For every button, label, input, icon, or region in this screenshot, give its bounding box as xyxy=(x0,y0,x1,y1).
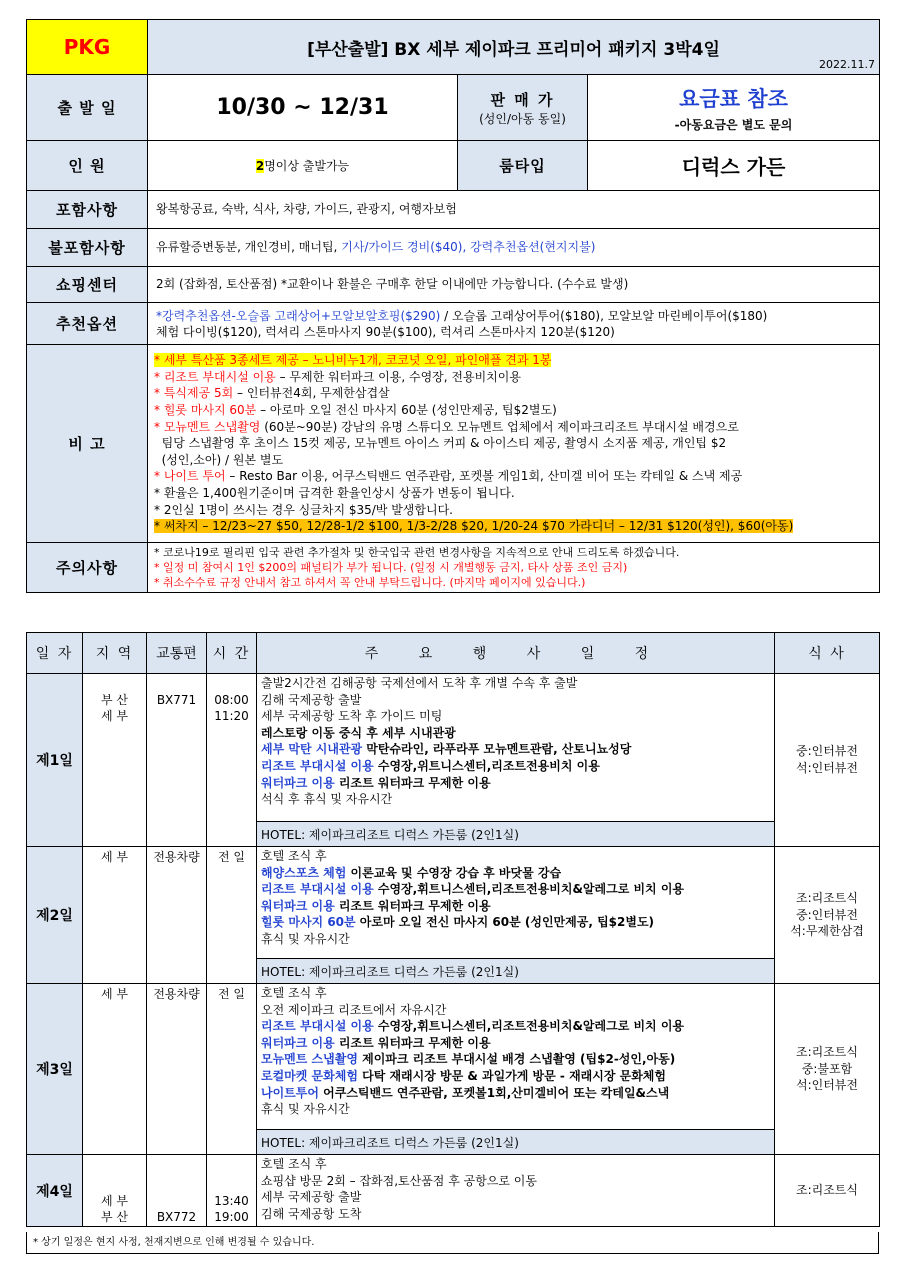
day4-region: 세 부 부 산 xyxy=(83,1155,147,1227)
exclude-highlight: 기사/가이드 경비($40), 강력추천옵션(현지지불) xyxy=(341,240,596,254)
day3-line: 리조트 워터파크 무제한 이용 xyxy=(334,1035,491,1050)
day1-region: 부 산 세 부 xyxy=(83,674,147,847)
remark-resort-title: * 리조트 부대시설 이용 xyxy=(154,369,276,384)
day2-meal: 조:리조트식 중:인터뷰전 석:무제한삼겹 xyxy=(775,847,880,984)
day3-line: 호텔 조식 후 xyxy=(261,986,327,1000)
remark-snap-2: 팀당 스냅촬영 후 초이스 15컷 제공, 모뉴멘트 아이스 커피 & 아이스티 제공, 촬영시 소지품 제공, 개인팁 $2 xyxy=(154,436,727,451)
remark-snap-3: (성인,소아) / 원본 별도 xyxy=(154,452,284,467)
price-note: -아동요금은 별도 문의 xyxy=(674,117,793,132)
price-sublabel: (성인/아동 동일) xyxy=(479,111,566,126)
day4-meal: 조:리조트식 xyxy=(775,1155,880,1227)
remark-night-title: * 나이트 투어 xyxy=(154,469,226,484)
shopping-label: 쇼핑센터 xyxy=(27,267,148,303)
day2-highlight: 해양스포츠 체험 xyxy=(261,865,347,880)
exclude-label: 불포함사항 xyxy=(27,229,148,267)
day2-label: 제2일 xyxy=(27,847,83,984)
remark-meal: – 인터뷰전4회, 무제한삼겹살 xyxy=(233,386,390,401)
remark-single: * 2인실 1명이 쓰시는 경우 싱글차지 $35/박 발생합니다. xyxy=(154,502,453,517)
day1-line: 출발2시간전 김해공항 국제선에서 도착 후 개별 수속 후 출발 xyxy=(261,676,578,690)
day1-highlight: 리조트 부대시설 이용 xyxy=(261,758,374,773)
caution-cancel: * 취소수수료 규정 안내서 참고 하셔서 꼭 안내 부탁드립니다. (마지막 페이지에 있습니다.) xyxy=(154,576,586,589)
package-title xyxy=(148,20,880,75)
room-label: 룸타입 xyxy=(458,141,588,191)
day4-transport: BX772 xyxy=(147,1155,207,1227)
price-value: 요금표 참조 xyxy=(679,86,788,111)
schedule-footnote: * 상기 일정은 현지 사정, 천재지변으로 인해 변경될 수 있습니다. xyxy=(26,1232,879,1254)
remark-massage: – 아로마 오일 전신 마사지 60분 (성인만제공, 팁$2별도) xyxy=(256,403,557,418)
include-value: 왕복항공료, 숙박, 식사, 차량, 가이드, 관광지, 여행자보험 xyxy=(148,191,880,229)
day1-line: 김해 국제공항 출발 xyxy=(261,692,362,707)
shopping-value: 2회 (잡화점, 토산품점) *교환이나 환불은 구매후 한달 이내에만 가능합니다. (수수료 발생) xyxy=(148,267,880,303)
room-value: 디럭스 가든 xyxy=(588,141,880,191)
day1-highlight: 세부 막탄 시내관광 xyxy=(261,742,363,757)
day3-hotel: HOTEL: 제이파크리조트 디럭스 가든룸 (2인1실) xyxy=(257,1130,775,1155)
day1-hotel: HOTEL: 제이파크리조트 디럭스 가든룸 (2인1실) xyxy=(257,822,775,847)
day3-line: 제이파크 리조트 부대시설 배경 스냅촬영 (팁$2-성인,아동) xyxy=(357,1052,676,1067)
remark-snap: (60분~90분) 강남의 유명 스튜디오 모뉴멘트 업체에서 제이파크리조트 부대시설 배경으로 xyxy=(260,419,739,434)
caution-covid: * 코로나19로 필리핀 입국 관련 추가절차 및 한국입국 관련 변경사항을 지속적으로 안내 드리도록 하겠습니다. xyxy=(154,546,680,559)
day3-meal: 조:리조트식 중:불포함 석:인터뷰전 xyxy=(775,984,880,1155)
day4-line: 호텔 조식 후 xyxy=(261,1157,327,1171)
option-list-1: / 오슬롭 고래상어투어($180), 모알보알 마린베이투어($180) xyxy=(440,308,768,323)
option-cell xyxy=(148,303,880,345)
caution-label: 주의사항 xyxy=(27,543,148,593)
remarks-label: 비 고 xyxy=(27,345,148,543)
price-label-cell xyxy=(458,75,588,141)
remark-meal-title: * 특식제공 5회 xyxy=(154,386,234,401)
day3-highlight: 워터파크 이용 xyxy=(261,1035,335,1050)
remarks-cell xyxy=(148,345,880,543)
col-header-transport: 교통편 xyxy=(147,633,207,674)
issue-date: 2022.11.7 xyxy=(819,58,876,71)
remark-surcharge: * 써차지 – 12/23~27 $50, 12/28-1/2 $100, 1/3-2/28 $20, 1/20-24 $70 가라디너 – 12/31 $120(성인), $60(아동) xyxy=(154,519,794,534)
people-min-count: 2 xyxy=(255,159,265,173)
exclude-cell xyxy=(148,229,880,267)
remark-exchange: * 환율은 1,400원기준이며 급격한 환율인상시 상품가 변동이 됩니다. xyxy=(154,485,515,500)
day3-label: 제3일 xyxy=(27,984,83,1155)
col-header-day: 일 자 xyxy=(27,633,83,674)
day2-line: 리조트 워터파크 무제한 이용 xyxy=(334,898,491,913)
people-value: 명이상 출발가능 xyxy=(264,159,350,173)
option-highlight: *강력추천옵션-오슬롭 고래상어+모알보알호핑($290) xyxy=(156,308,441,323)
day3-line: 오전 제이파크 리조트에서 자유시간 xyxy=(261,1002,447,1017)
remark-snap-title: * 모뉴멘트 스냅촬영 xyxy=(154,419,261,434)
remark-massage-title: * 힐롯 마사지 60분 xyxy=(154,403,257,418)
day3-line: 다탁 재래시장 방문 & 과일가게 방문 - 재래시장 문화체험 xyxy=(357,1068,666,1083)
people-label: 인 원 xyxy=(27,141,148,191)
day1-transport: BX771 xyxy=(147,674,207,847)
day3-schedule xyxy=(257,984,775,1130)
day1-label: 제1일 xyxy=(27,674,83,847)
price-value-cell xyxy=(588,75,880,141)
day2-line: 휴식 및 자유시간 xyxy=(261,931,350,946)
day3-line: 수영장,휘트니스센터,리조트전용비치&알레그로 비치 이용 xyxy=(373,1019,685,1034)
day4-label: 제4일 xyxy=(27,1155,83,1227)
pkg-badge: PKG xyxy=(27,20,148,75)
day2-line: 호텔 조식 후 xyxy=(261,849,327,863)
day2-time: 전 일 xyxy=(207,847,257,984)
remark-resort: – 무제한 워터파크 이용, 수영장, 전용비치이용 xyxy=(275,369,521,384)
day4-line: 쇼핑샵 방문 2회 – 잡화점,토산품점 후 공항으로 이동 xyxy=(261,1173,537,1188)
price-label: 판 매 가 xyxy=(490,90,555,109)
day1-line: 리조트 워터파크 무제한 이용 xyxy=(334,775,491,790)
day4-time: 13:40 19:00 xyxy=(207,1155,257,1227)
day4-schedule xyxy=(257,1155,775,1227)
day3-region: 세 부 xyxy=(83,984,147,1155)
itinerary-table xyxy=(26,632,880,1227)
day3-line: 휴식 및 자유시간 xyxy=(261,1102,350,1117)
day2-highlight: 워터파크 이용 xyxy=(261,898,335,913)
day3-highlight: 리조트 부대시설 이용 xyxy=(261,1019,374,1034)
package-info-table xyxy=(26,19,880,593)
day3-highlight: 나이트투어 xyxy=(261,1085,319,1100)
remark-night: – Resto Bar 이용, 어쿠스틱밴드 연주관람, 포켓볼 게임1회, 산미겔 비어 또는 칵테일 & 스낵 제공 xyxy=(225,469,743,484)
day2-line: 이론교육 및 수영장 강습 후 바닷물 강습 xyxy=(346,865,562,880)
day1-line: 석식 후 휴식 및 자유시간 xyxy=(261,792,393,807)
departure-value: 10/30 ~ 12/31 xyxy=(148,75,458,141)
day2-hotel: HOTEL: 제이파크리조트 디럭스 가든룸 (2인1실) xyxy=(257,959,775,984)
include-label: 포함사항 xyxy=(27,191,148,229)
day1-highlight: 워터파크 이용 xyxy=(261,775,335,790)
col-header-meal: 식 사 xyxy=(775,633,880,674)
day1-time: 08:00 11:20 xyxy=(207,674,257,847)
remark-gift: * 세부 특산품 3종세트 제공 – 노니비누1개, 코코넛 오일, 파인애플 견과 1봉 xyxy=(154,353,552,368)
col-header-region: 지 역 xyxy=(83,633,147,674)
caution-penalty: * 일정 미 참여시 1인 $200의 패널티가 부가 됩니다. (일정 시 개별행동 금지, 타사 상품 조인 금지) xyxy=(154,561,628,574)
day2-highlight: 리조트 부대시설 이용 xyxy=(261,882,374,897)
day1-line: 레스토랑 이동 중식 후 세부 시내관광 xyxy=(261,725,456,740)
day2-schedule xyxy=(257,847,775,959)
day2-highlight: 힐롯 마사지 60분 xyxy=(261,915,356,930)
day3-line: 어쿠스틱밴드 연주관람, 포켓볼1회,산미겔비어 또는 칵테일&스낵 xyxy=(318,1085,670,1100)
col-header-schedule: 주 요 행 사 일 정 xyxy=(257,633,775,674)
day2-line: 수영장,휘트니스센터,리조트전용비치&알레그로 비치 이용 xyxy=(373,882,685,897)
caution-cell xyxy=(148,543,880,593)
day4-line: 김해 국제공항 도착 xyxy=(261,1206,362,1221)
day1-schedule xyxy=(257,674,775,822)
day4-line: 세부 국제공항 출발 xyxy=(261,1190,362,1205)
exclude-value: 유류할증변동분, 개인경비, 매너팁, xyxy=(156,240,342,254)
day1-line: 세부 국제공항 도착 후 가이드 미팅 xyxy=(261,709,443,724)
day2-transport: 전용차량 xyxy=(147,847,207,984)
day3-transport: 전용차량 xyxy=(147,984,207,1155)
day2-region: 세 부 xyxy=(83,847,147,984)
option-label: 추천옵션 xyxy=(27,303,148,345)
option-list-2: 체험 다이빙($120), 럭셔리 스톤마사지 90분($100), 럭셔리 스톤마사지 120분($120) xyxy=(156,324,615,339)
day3-time: 전 일 xyxy=(207,984,257,1155)
col-header-time: 시 간 xyxy=(207,633,257,674)
day3-highlight: 로컬마켓 문화체험 xyxy=(261,1068,358,1083)
day1-line: 막탄슈라인, 라푸라푸 모뉴멘트관람, 산토니뇨성당 xyxy=(362,742,632,757)
day1-meal: 중:인터뷰전 석:인터뷰전 xyxy=(775,674,880,847)
day1-line: 수영장,위트니스센터,리조트전용비치 이용 xyxy=(373,758,600,773)
day2-line: 아로마 오일 전신 마사지 60분 (성인만제공, 팁$2별도) xyxy=(355,915,655,930)
departure-label: 출 발 일 xyxy=(27,75,148,141)
title-text: [부산출발] BX 세부 제이파크 프리미어 패키지 3박4일 xyxy=(307,39,720,60)
people-value-cell xyxy=(148,141,458,191)
day3-highlight: 모뉴멘트 스냅촬영 xyxy=(261,1052,358,1067)
